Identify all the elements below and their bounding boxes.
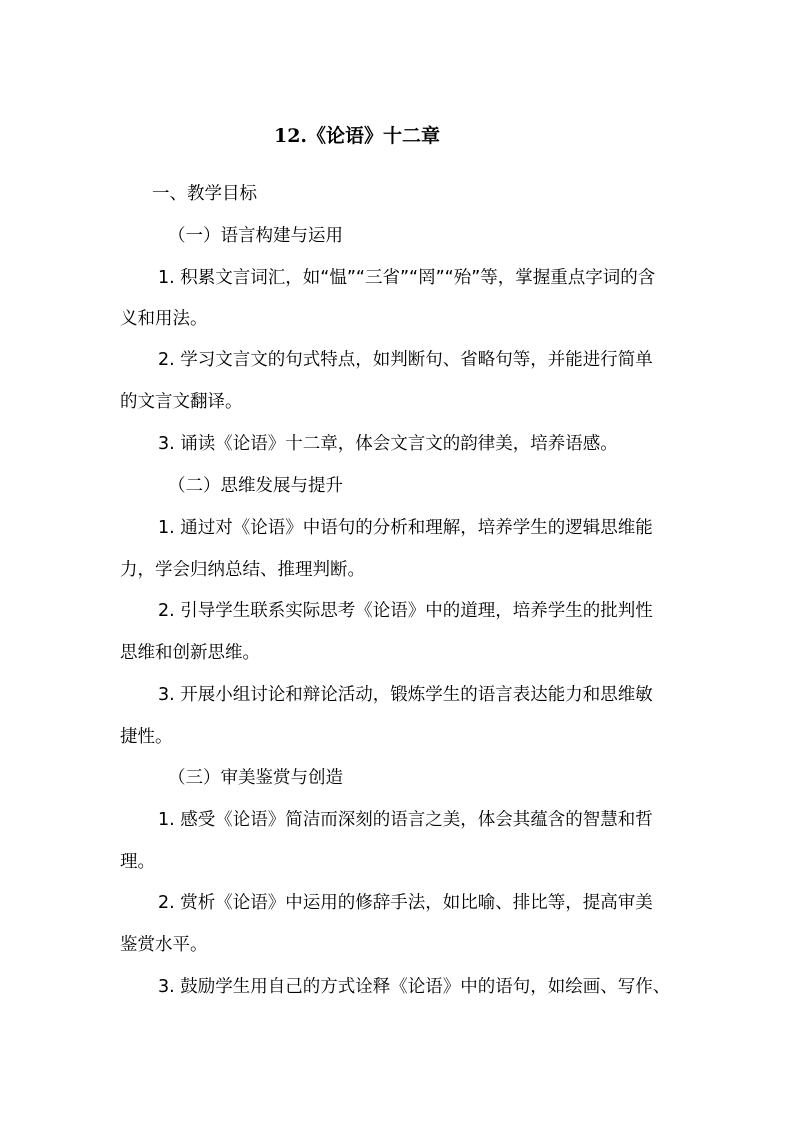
paragraph-line: 1. 积累文言词汇，如“愠”“三省”“罔”“殆”等，掌握重点字词的含 bbox=[158, 268, 656, 288]
paragraph-line: 捷性。 bbox=[120, 727, 173, 747]
paragraph-line: 的文言文翻译。 bbox=[120, 392, 243, 412]
paragraph-line: 1. 通过对《论语》中语句的分析和理解，培养学生的逻辑思维能 bbox=[158, 518, 653, 538]
paragraph-line: 鉴赏水平。 bbox=[120, 935, 208, 955]
paragraph-line: 1. 感受《论语》简洁而深刻的语言之美，体会其蕴含的智慧和哲 bbox=[158, 810, 653, 830]
paragraph-line: 2. 引导学生联系实际思考《论语》中的道理，培养学生的批判性 bbox=[158, 601, 653, 621]
section-heading: 一、教学目标 bbox=[152, 184, 257, 204]
paragraph-line: 2. 赏析《论语》中运用的修辞手法，如比喻、排比等，提高审美 bbox=[158, 893, 653, 913]
subsection-heading: （三）审美鉴赏与创造 bbox=[168, 768, 343, 788]
paragraph-line: 思维和创新思维。 bbox=[120, 643, 260, 663]
document-title: 12.《论语》十二章 bbox=[273, 125, 441, 147]
paragraph-line: 3. 鼓励学生用自己的方式诠释《论语》中的语句，如绘画、写作、 bbox=[158, 977, 671, 997]
paragraph-line: 理。 bbox=[120, 852, 155, 872]
paragraph-line: 义和用法。 bbox=[120, 309, 208, 329]
paragraph-line: 力，学会归纳总结、推理判断。 bbox=[120, 560, 365, 580]
paragraph-line: 2. 学习文言文的句式特点，如判断句、省略句等，并能进行简单 bbox=[158, 350, 653, 370]
subsection-heading: （二）思维发展与提升 bbox=[168, 476, 343, 496]
subsection-heading: （一）语言构建与运用 bbox=[168, 226, 343, 246]
paragraph-line: 3. 开展小组讨论和辩论活动，锻炼学生的语言表达能力和思维敏 bbox=[158, 685, 653, 705]
paragraph-line: 3. 诵读《论语》十二章，体会文言文的韵律美，培养语感。 bbox=[158, 434, 618, 454]
